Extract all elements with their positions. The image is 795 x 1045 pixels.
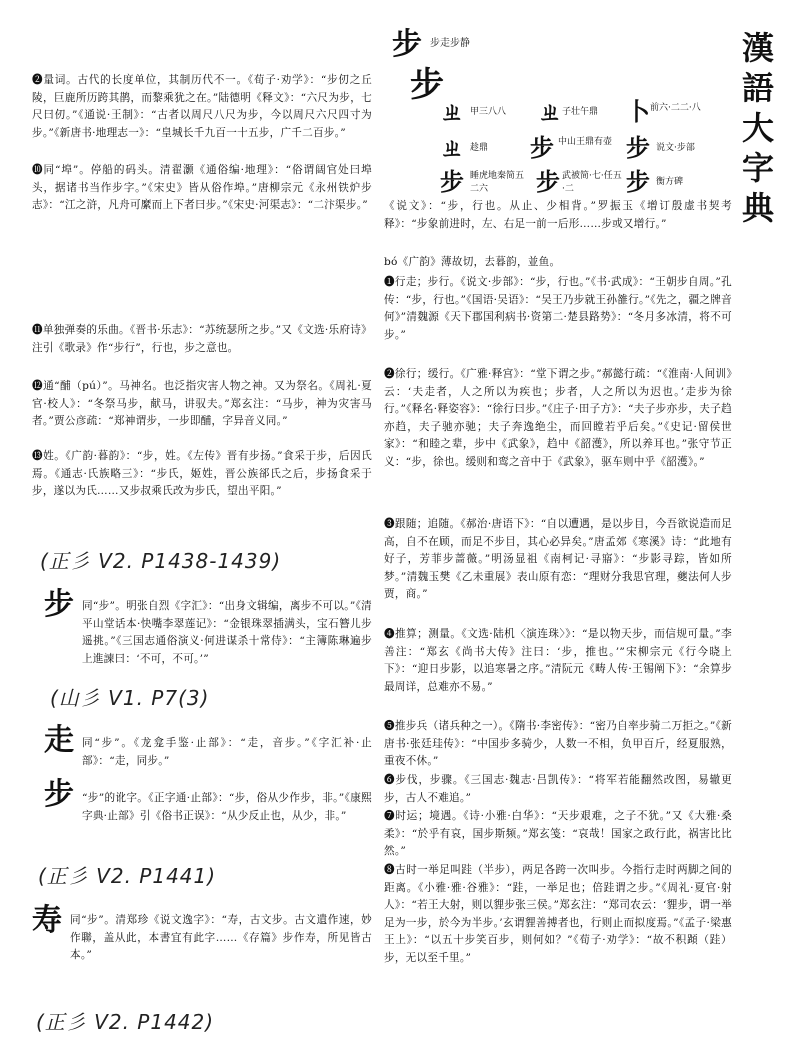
variant-label: 武被简·七·任五·二 xyxy=(562,171,622,194)
variant-label: 衡方碑 xyxy=(656,177,684,187)
sub-entry-text: 同“步”。明张自烈《字汇》：“出身文辑编，离步不可以。”《清平山堂话本·快嘴李翠莲记》：“金银珠翠插满头，宝石簪儿步遥挑。”《三国志通俗演义·何进谋杀十常侍》：“主簿陈琳遍步上進諫曰：‘不可，不可。’” xyxy=(82,600,372,665)
book-title-char: 大 xyxy=(741,109,774,147)
handwritten-note: (正彡 V2. P1442) xyxy=(36,1010,215,1034)
variant-glyph: 步 xyxy=(440,167,464,196)
variant-glyph: ㄓ xyxy=(440,97,464,126)
right-sense-6: ❻步伐，步骤。《三国志·魏志·吕凯传》：“将军若能翻然改图，易辙更步，古人不难追。” xyxy=(384,774,732,804)
left-sense-13: ⓭姓。《广韵·暮韵》：“步，姓。《左传》晋有步扬。”食采于步，后因氏焉。《通志·氏族略三》：“步氏，姬姓，晋公族郤氏之后，步扬食采于步，遂以为氏……又步叔乘氏改为步氏，望出平阳。” xyxy=(32,450,372,498)
right-sense-3: ❸跟随；追随。《郝治·唐语下》：“自以遭遇，是以步目，今吾欲说造而足高，自不在顾，而足不步目，其心必异矣。”唐孟郊《寒溪》诗：“此地有好子，芳菲步蔷薇。”明汤显祖《南柯记·寻寤》：“步影寻踪，皆如所梦。”清魏玉樊《乙未重展》表山原有恋：“理财分我思官理，夔法何人步贾，商。” xyxy=(384,518,732,601)
book-title xyxy=(738,28,778,228)
handwritten-note: (山彡 V1. P7(3) xyxy=(50,686,210,710)
right-intro: 《说文》：“步，行也。从止、少相背。”罗振玉《增订殷虚书契考释》：“步象前进时，左、右足一前一后形……步或又增行。” xyxy=(384,200,732,230)
headword-sub: 步 xyxy=(410,65,444,105)
variant-glyph: 步 xyxy=(536,167,560,196)
variant-label: 甲三八八 xyxy=(470,107,507,117)
variant-glyph: 步 xyxy=(626,133,650,162)
book-title-char: 字 xyxy=(741,149,774,187)
right-sense-4: ❹推算；测量。《文选·陆机〈演连珠〉》：“是以物天步，而信规可量。”李善注：“郑玄《尚书大传》注曰：‘步，推也。’”宋柳宗元《行今晓上下》：“迎日步影，以追寒暑之序。”清阮元《畴人传·王锡阐下》：“余算步最周详，总难亦不易。” xyxy=(384,628,732,693)
variant-label: 睡虎地秦简五二六 xyxy=(470,171,525,194)
right-sense-2: ❷徐行；缓行。《广雅·释宫》：“堂下谓之步。”郝懿行疏：“《淮南·人间训》云：‘夫走者，人之所以为疾也；步者，人之所以为迟也。’走步为徐行。”《释名·释姿容》：“徐行曰步。”《庄子·田子方》：“夫子步亦步，夫子趋亦趋，夫子驰亦驰；夫子奔逸绝尘，而回瞠若乎后矣。”《史记·留侯世家》：“和睦之辈，步中《武象》，趋中《韶濩》，所以养耳也。”张守节正义：“步，徐也。缓则和鸾之音中于《武象》，驱车则中乎《韶濩》。” xyxy=(384,368,732,468)
variant-label: 中山王鼎有壶 xyxy=(558,137,613,147)
book-title-char: 語 xyxy=(741,69,774,107)
variant-glyph: 步 xyxy=(530,133,554,162)
headword-main-note: 步走步静 xyxy=(430,38,470,49)
right-sense-7: ❼时运；境遇。《诗·小雅·白华》：“天步艰难，之子不犹。”又《大雅·桑柔》：“於乎有哀，国步斯频。”郑玄笺：“哀哉！国家之政行此，祸害比比然。” xyxy=(384,810,732,858)
sub-entry-text: 同“步”。清郑珍《说文逸字》：“寿，古文步。古文遺作速，妙作聯，盖从此，本書宜有此字……《存篇》步作寿，所见皆古本。” xyxy=(70,914,372,962)
headword-main: 步 xyxy=(392,27,422,62)
sub-entry-char: 步 xyxy=(44,777,74,812)
sub-entry-char: 寿 xyxy=(32,903,62,938)
handwritten-note: (正彡 V2. P1438-1439) xyxy=(40,549,282,573)
variant-glyph: ㄓ xyxy=(538,97,562,126)
right-sense-5: ❺推步兵（诸兵种之一）。《隋书·李密传》：“密乃自率步骑二万拒之。”《新唐书·张廷珪传》：“中国步多骑少，人数一不相，负甲百斤，经夏服熟，重夜不休。” xyxy=(384,720,732,768)
right-sense-8: ❽古时一举足叫跬（半步），两足各跨一次叫步。今指行走时两脚之间的距离。《小雅·雅·谷雅》：“跬，一举足也；倍跬谓之步。”《周礼·夏官·射人》：“若王大射，则以貍步张三侯。”郑玄注：“郑司农云：‘貍步，谓一举足为一步，於今为半步。’玄谓貍善搏者也，行则止而拟度焉。”《孟子·梁惠王上》：“以五十步笑百步，则何如？”《荀子·劝学》：“故不积蹞（跬）步，无以至千里。” xyxy=(384,864,732,964)
variant-glyph: 步 xyxy=(626,167,650,196)
left-sense-9: ❷量词。古代的长度单位，其制历代不一。《荀子·劝学》：“步仞之丘陵，巨鹿所历跨其鹊，而黎乘犹之在。”陆德明《释文》：“六尺为步，七尺曰仞。”《通说·王制》：“古者以周尺八尺为步，今以周尺六尺四寸为步。”《新唐书·地理志一》：“皇城长千九百一十五步，广千二百步。” xyxy=(32,74,372,139)
variant-label: 趁鼎 xyxy=(470,143,489,153)
book-title-char: 漢 xyxy=(741,29,774,67)
left-sense-11: ⓫单独弹奏的乐曲。《晋书·乐志》：“苏统瑟所之步。”又《文选·乐府诗》注引《歌录》作“步行”，行也，步之意也。 xyxy=(32,324,372,354)
variant-label: 子壮午鼎 xyxy=(562,107,599,117)
handwritten-note: (正彡 V2. P1441) xyxy=(38,864,217,888)
variant-label: 前六·二二·八 xyxy=(650,103,701,113)
book-title-char: 典 xyxy=(741,189,774,227)
left-sense-12: ⓬通“酺（pú）”。马神名。也泛指灾害人物之神。又为祭名。《周礼·夏官·校人》：“冬祭马步，献马，讲驭夫。”郑玄注：“马步，神为灾害马者。”贾公彦疏：“郑神谓步，一步即酺，字异音义同。” xyxy=(32,380,372,428)
right-sense-1: ❶行走；步行。《说文·步部》：“步，行也。”《书·武成》：“王朝步自周。”孔传：“步，行也。”《国语·吴语》：“吴王乃步就王孙雒行。”《先之，疆之牌音何》”清魏源《天下郡国利病书·资第二·楚县路势》：“冬月多冰清，将不可步。” xyxy=(384,276,732,341)
sub-entry-char: 走 xyxy=(44,723,74,758)
left-sense-10: ❿同“埠”。停船的码头。清翟灏《通俗编·地理》：“俗谓阔官处曰埠头，据诸书当作步字。”《宋史》皆从俗作埠。”唐柳宗元《永州铁炉步志》：“江之浒，凡舟可縻而上下者曰步。”《宋史·河渠志》：“二汴渠步。” xyxy=(32,164,372,212)
variant-glyph: ㄓ xyxy=(440,133,464,162)
sub-entry-char: 步 xyxy=(44,587,74,622)
sub-entry-text: “步”的讹字。《正字通·止部》：“步，俗从少作步，非。”《康熙字典·止部》引《俗书正误》：“从少反止也，从少，非。” xyxy=(82,792,372,822)
variant-label: 说文·步部 xyxy=(656,143,695,153)
right-pronunciation: bó《广韵》薄故切，去暮韵，並鱼。 xyxy=(384,256,561,268)
sub-entry-text: 同“步”。《龙龛手鉴·止部》：“走，音步。”《字汇补·止部》：“走，同步。” xyxy=(82,737,372,767)
variant-glyph: 卜 xyxy=(626,97,650,126)
